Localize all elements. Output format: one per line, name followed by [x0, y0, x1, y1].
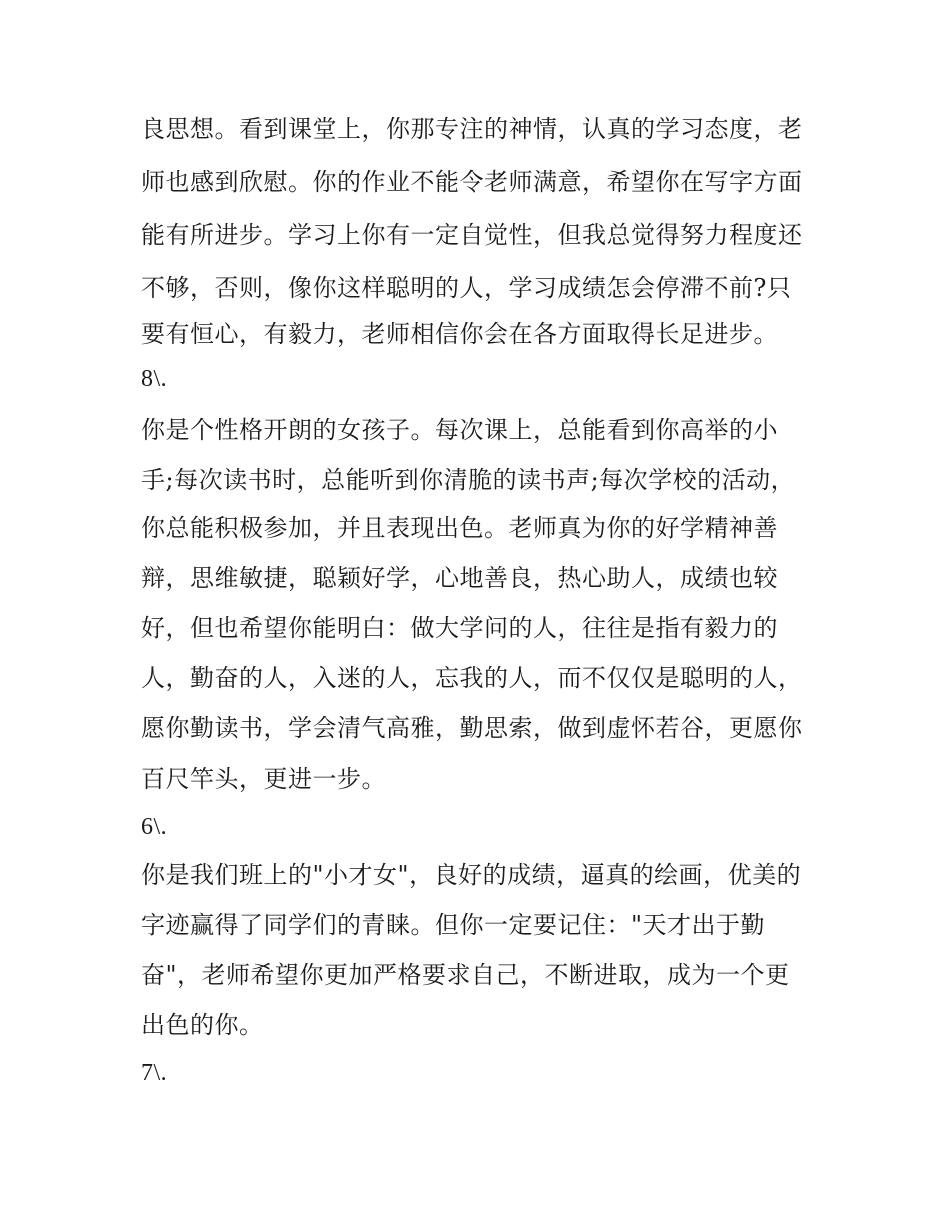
paragraph-line: 字迹赢得了同学们的青睐。但你一定要记住："天才出于勤 — [141, 911, 766, 939]
paragraph-line: 愿你勤读书，学会清气高雅，勤思索，做到虚怀若谷，更愿你 — [141, 714, 803, 742]
paragraph-line: 要有恒心，有毅力，老师相信你会在各方面取得长足进步。 — [141, 320, 778, 348]
paragraph-line: 辩，思维敏捷，聪颖好学，心地善良，热心助人，成绩也较 — [141, 564, 778, 592]
paragraph-line: 奋"，老师希望你更加严格要求自己，不断进取，成为一个更 — [141, 961, 790, 989]
section-number: 7\. — [141, 1060, 168, 1086]
paragraph-line: 百尺竿头，更进一步。 — [141, 765, 386, 793]
paragraph-line: 你总能积极参加，并且表现出色。老师真为你的好学精神善 — [141, 514, 778, 542]
paragraph-line: 你是个性格开朗的女孩子。每次课上，总能看到你高举的小 — [141, 416, 778, 444]
paragraph-line: 良思想。看到课堂上，你那专注的神情，认真的学习态度，老 — [141, 115, 803, 143]
paragraph-line: 师也感到欣慰。你的作业不能令老师满意，希望你在写字方面 — [141, 168, 803, 196]
paragraph-line: 你是我们班上的"小才女"，良好的成绩，逼真的绘画，优美的 — [141, 861, 802, 889]
paragraph-line: 人，勤奋的人，入迷的人，忘我的人，而不仅仅是聪明的人， — [141, 664, 803, 692]
paragraph-line: 手;每次读书时，总能听到你清脆的读书声;每次学校的活动， — [141, 466, 796, 494]
section-number: 8\. — [141, 366, 168, 392]
paragraph-line: 不够，否则，像你这样聪明的人，学习成绩怎会停滞不前?只 — [141, 274, 792, 302]
paragraph-line: 能有所进步。学习上你有一定自觉性，但我总觉得努力程度还 — [141, 221, 803, 249]
paragraph-line: 出色的你。 — [141, 1011, 264, 1039]
paragraph-line: 好，但也希望你能明白：做大学问的人，往往是指有毅力的 — [141, 614, 778, 642]
section-number: 6\. — [141, 814, 168, 840]
